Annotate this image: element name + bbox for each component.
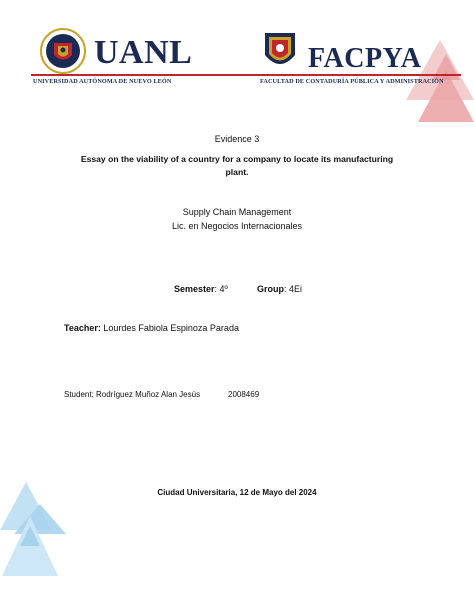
student-name: Student: Rodríguez Muñoz Alan Jesús: [64, 390, 201, 399]
facpya-subtitle: FACULTAD DE CONTADURÍA PÚBLICA Y ADMINISTRACIÓN: [260, 78, 444, 85]
group-field: [257, 284, 302, 294]
student-id: 2008469: [228, 390, 260, 399]
teacher-label: Teacher:: [64, 323, 101, 333]
group-label: Group: [257, 284, 284, 294]
group-value: : 4Ei: [284, 284, 303, 294]
teacher-value: Lourdes Fabiola Espinoza Parada: [100, 323, 239, 333]
semester-label: Semester: [174, 284, 215, 294]
course-name: Supply Chain Management: [182, 207, 292, 217]
semester-field: [174, 284, 228, 294]
header-red-rule: [31, 74, 461, 76]
evidence-label: Evidence 3: [214, 134, 260, 144]
teacher-field: [64, 323, 239, 333]
place-date: Ciudad Universitaria, 12 de Mayo del 2024: [157, 488, 317, 497]
uanl-subtitle: UNIVERSIDAD AUTÓNOMA DE NUEVO LEÓN: [33, 78, 172, 85]
uanl-seal-icon: [40, 28, 86, 74]
essay-title-line-2: plant.: [225, 167, 249, 177]
uanl-wordmark: UANL: [94, 34, 193, 71]
facpya-shield-icon: [262, 29, 298, 73]
essay-title: [0, 153, 474, 179]
essay-title-line-1: Essay on the viability of a country for a company to locate its manufacturing: [80, 154, 394, 164]
decor-triangles-bottom-left: [0, 482, 80, 582]
facpya-wordmark: FACPYA: [308, 43, 422, 74]
semester-value: : 4º: [214, 284, 228, 294]
program-name: Lic. en Negocios Internacionales: [171, 221, 303, 231]
